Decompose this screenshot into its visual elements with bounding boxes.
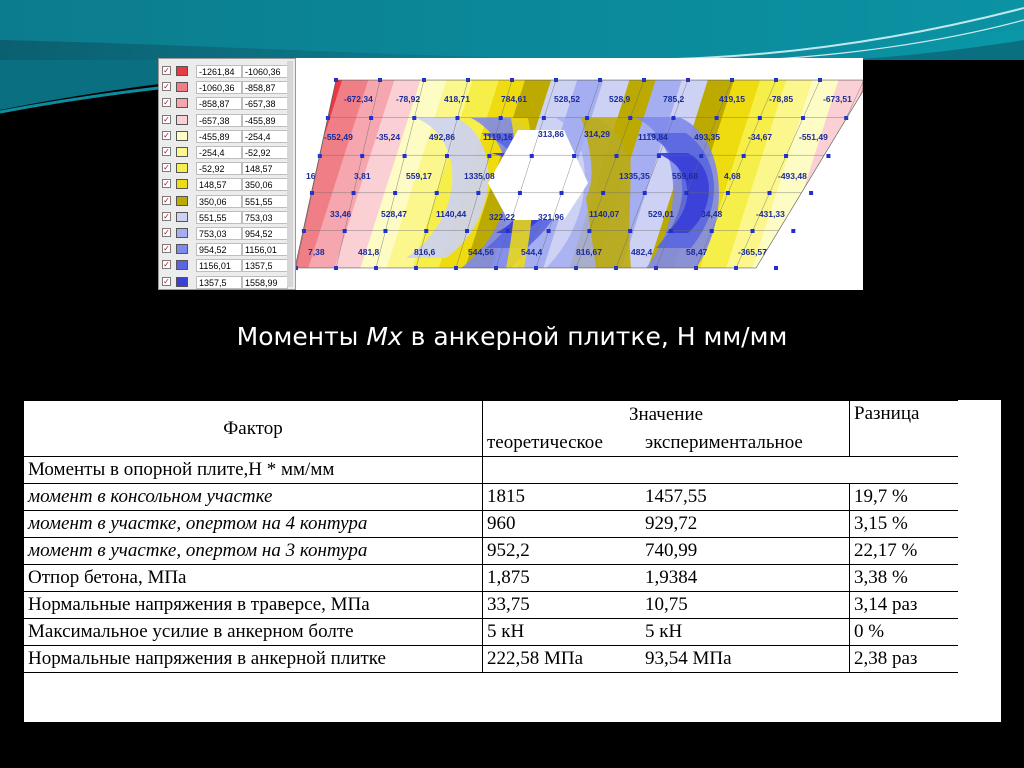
contour-value-label: -672,34 <box>344 94 373 104</box>
difference-cell: 22,17 % <box>850 538 959 565</box>
legend-checkbox[interactable]: ✓ <box>163 195 170 205</box>
legend-checkbox[interactable]: ✓ <box>163 163 170 173</box>
mesh-node <box>768 191 772 195</box>
theoretical-cell: 1815 <box>483 484 642 511</box>
legend-row <box>162 144 290 160</box>
contour-value-label: 785,2 <box>663 94 685 104</box>
factor-cell: момент в участке, опертом на 4 контура <box>24 511 483 538</box>
legend-color-swatch <box>176 66 188 76</box>
legend-color-swatch <box>176 163 188 173</box>
contour-value-label: -365,57 <box>738 247 767 257</box>
contour-value-label: -78,85 <box>769 94 794 104</box>
legend-range-from: 753,03 <box>196 227 242 240</box>
difference-cell: 19,7 % <box>850 484 959 511</box>
contour-value-label: 544,4 <box>521 247 543 257</box>
contour-value-label: 322,22 <box>489 212 515 222</box>
legend-range-to: -254,4 <box>242 130 288 143</box>
mesh-node <box>542 116 546 120</box>
legend-color-swatch <box>176 131 188 141</box>
legend-checkbox[interactable]: ✓ <box>163 114 170 124</box>
caption-variable: Mx <box>366 322 403 351</box>
legend-checkbox[interactable]: ✓ <box>163 66 170 75</box>
mesh-node <box>585 116 589 120</box>
legend-range-to: 753,03 <box>242 211 288 224</box>
table-row <box>24 538 958 565</box>
legend-range-to: 1558,99 <box>242 276 288 289</box>
contour-value-label: 481,8 <box>358 247 380 257</box>
mesh-node <box>669 229 673 233</box>
mesh-node <box>826 154 830 158</box>
difference-cell: 3,14 раз <box>850 592 959 619</box>
mesh-node <box>465 229 469 233</box>
legend-range-to: 954,52 <box>242 227 288 240</box>
legend-range-from: -52,92 <box>196 162 242 175</box>
mesh-node <box>751 229 755 233</box>
legend-checkbox[interactable]: ✓ <box>163 82 170 92</box>
difference-cell: 3,15 % <box>850 511 959 538</box>
mesh-node <box>628 229 632 233</box>
legend-checkbox[interactable]: ✓ <box>163 276 170 286</box>
contour-plot-graphic <box>296 58 863 290</box>
mesh-node <box>715 116 719 120</box>
factor-cell: момент в консольном участке <box>24 484 483 511</box>
legend-checkbox[interactable]: ✓ <box>163 179 170 189</box>
contour-value-label: 1119,84 <box>638 132 668 142</box>
mesh-node <box>560 191 564 195</box>
mesh-node <box>774 266 778 270</box>
mesh-node <box>424 229 428 233</box>
legend-color-swatch <box>176 196 188 206</box>
mesh-node <box>499 116 503 120</box>
contour-value-label: 313,86 <box>538 129 564 139</box>
legend-checkbox[interactable]: ✓ <box>163 244 170 254</box>
mesh-node <box>393 191 397 195</box>
contour-value-label: 816,6 <box>414 247 436 257</box>
legend-row <box>162 274 290 290</box>
theoretical-cell: 222,58 МПа <box>483 646 642 673</box>
difference-cell: 2,38 раз <box>850 646 959 673</box>
legend-checkbox[interactable]: ✓ <box>163 130 170 140</box>
mesh-node <box>412 116 416 120</box>
factor-cell: Нормальные напряжения в траверсе, МПа <box>24 592 483 619</box>
table-row <box>24 565 958 592</box>
mesh-node <box>445 154 449 158</box>
table-row <box>24 511 958 538</box>
contour-value-label: -431,33 <box>756 209 785 219</box>
contour-value-label: -493,48 <box>778 171 807 181</box>
contour-value-label: 559,68 <box>672 171 698 181</box>
contour-value-label: 816,67 <box>576 247 602 257</box>
contour-value-label: 529,01 <box>648 209 674 219</box>
experimental-cell: 5 кН <box>641 619 850 646</box>
legend-range-to: -1060,36 <box>242 65 288 78</box>
header-experimental: экспериментальное <box>641 429 850 457</box>
legend-color-swatch <box>176 277 188 287</box>
legend-range-from: 551,55 <box>196 211 242 224</box>
mesh-node <box>476 191 480 195</box>
legend-range-from: -1060,36 <box>196 81 242 94</box>
legend-color-swatch <box>176 228 188 238</box>
contour-value-label: 1140,44 <box>436 209 467 219</box>
mesh-node <box>710 229 714 233</box>
difference-cell: 3,38 % <box>850 565 959 592</box>
contour-value-label: 482,4 <box>631 247 653 257</box>
experimental-cell: 740,99 <box>641 538 850 565</box>
contour-value-label: 492,86 <box>429 132 455 142</box>
contour-value-label: 419,15 <box>719 94 745 104</box>
mesh-node <box>758 116 762 120</box>
legend-color-swatch <box>176 179 188 189</box>
theoretical-cell: 1,875 <box>483 565 642 592</box>
figure-caption <box>0 322 1024 351</box>
contour-value-label: 3,81 <box>354 171 371 181</box>
legend-range-to: 1156,01 <box>242 243 288 256</box>
contour-value-label: 16 <box>306 171 316 181</box>
legend-range-from: 148,57 <box>196 178 242 191</box>
mesh-node <box>657 154 661 158</box>
mesh-node <box>369 116 373 120</box>
legend-range-from: -254,4 <box>196 146 242 159</box>
caption-suffix: в анкерной плитке, Н мм/мм <box>402 322 788 351</box>
contour-value-label: 58,47 <box>686 247 708 257</box>
legend-color-swatch <box>176 244 188 254</box>
table-row <box>24 646 958 673</box>
legend-color-swatch <box>176 98 188 108</box>
contour-value-label: 528,9 <box>609 94 631 104</box>
mesh-node <box>643 191 647 195</box>
caption-prefix: Моменты <box>236 322 367 351</box>
header-factor: Фактор <box>24 401 483 457</box>
legend-checkbox[interactable]: ✓ <box>163 211 170 221</box>
legend-row <box>162 95 290 111</box>
mesh-node <box>699 154 703 158</box>
section-empty-diff <box>850 457 959 484</box>
contour-value-label: 314,29 <box>584 129 610 139</box>
mesh-node <box>506 229 510 233</box>
legend-range-to: 148,57 <box>242 162 288 175</box>
section-heading: Моменты в опорной плите,Н * мм/мм <box>24 457 483 484</box>
comparison-table-container <box>24 400 1001 722</box>
contour-value-label: 1335,08 <box>464 171 495 181</box>
mesh-node <box>726 191 730 195</box>
legend-range-from: 1156,01 <box>196 259 242 272</box>
contour-value-label: 1140,07 <box>589 209 620 219</box>
mesh-node <box>784 154 788 158</box>
header-value: Значение <box>483 401 850 430</box>
mesh-node <box>530 154 534 158</box>
table-row <box>24 592 958 619</box>
experimental-cell: 929,72 <box>641 511 850 538</box>
mesh-node <box>343 229 347 233</box>
theoretical-cell: 952,2 <box>483 538 642 565</box>
legend-row <box>162 176 290 192</box>
contour-value-label: 559,17 <box>406 171 432 181</box>
legend-row <box>162 209 290 225</box>
table-row <box>24 484 958 511</box>
experimental-cell: 1457,55 <box>641 484 850 511</box>
mesh-node <box>547 229 551 233</box>
header-diff: Разница <box>850 401 959 457</box>
contour-value-label: 493,35 <box>694 132 720 142</box>
contour-value-label: -552,49 <box>324 132 353 142</box>
legend-range-to: -858,87 <box>242 81 288 94</box>
contour-value-label: 1335,35 <box>619 171 650 181</box>
legend-checkbox[interactable]: ✓ <box>163 228 170 237</box>
legend-row <box>162 160 290 176</box>
contour-value-label: 33,46 <box>330 209 352 219</box>
mesh-node <box>601 191 605 195</box>
legend-range-from: 954,52 <box>196 243 242 256</box>
legend-range-from: 1357,5 <box>196 276 242 289</box>
mesh-node <box>352 191 356 195</box>
contour-value-label: 418,71 <box>444 94 470 104</box>
theoretical-cell: 960 <box>483 511 642 538</box>
legend-row <box>162 225 290 241</box>
contour-value-label: -551,49 <box>799 132 828 142</box>
contour-value-label: 4,68 <box>724 171 741 181</box>
legend-row <box>162 79 290 95</box>
table-row <box>24 619 958 646</box>
legend-range-to: 551,55 <box>242 195 288 208</box>
legend-color-swatch <box>176 82 188 92</box>
legend-row <box>162 128 290 144</box>
factor-cell: Отпор бетона, МПа <box>24 565 483 592</box>
factor-cell: Нормальные напряжения в анкерной плитке <box>24 646 483 673</box>
mesh-node <box>435 191 439 195</box>
contour-plot <box>296 58 863 290</box>
factor-cell: момент в участке, опертом на 3 контура <box>24 538 483 565</box>
mesh-node <box>742 154 746 158</box>
legend-color-swatch <box>176 212 188 222</box>
legend-range-from: -858,87 <box>196 97 242 110</box>
mesh-node <box>310 191 314 195</box>
contour-value-label: 321,96 <box>538 212 564 222</box>
legend-range-from: -455,89 <box>196 130 242 143</box>
experimental-cell: 10,75 <box>641 592 850 619</box>
mesh-node <box>383 229 387 233</box>
legend-color-swatch <box>176 147 188 157</box>
mesh-node <box>403 154 407 158</box>
legend-checkbox[interactable]: ✓ <box>163 260 170 270</box>
mesh-node <box>455 116 459 120</box>
legend-range-to: -455,89 <box>242 114 288 127</box>
contour-value-label: 544,56 <box>468 247 494 257</box>
legend-range-from: -1261,84 <box>196 65 242 78</box>
mesh-node <box>615 154 619 158</box>
contour-value-label: -673,51 <box>823 94 852 104</box>
legend-checkbox[interactable]: ✓ <box>163 147 170 156</box>
mesh-node <box>809 191 813 195</box>
legend-range-from: -657,38 <box>196 114 242 127</box>
mesh-node <box>518 191 522 195</box>
legend-row <box>162 193 290 209</box>
mesh-node <box>587 229 591 233</box>
legend-row <box>162 112 290 128</box>
difference-cell: 0 % <box>850 619 959 646</box>
legend-range-to: -657,38 <box>242 97 288 110</box>
contour-band <box>857 80 863 268</box>
factor-cell: Максимальное усилие в анкерном болте <box>24 619 483 646</box>
legend-scrollbar[interactable] <box>287 61 293 287</box>
legend-row <box>162 63 290 79</box>
theoretical-cell: 33,75 <box>483 592 642 619</box>
mesh-node <box>628 116 632 120</box>
contour-value-label: 1119,16 <box>483 132 513 142</box>
header-theoretical: теоретическое <box>483 429 642 457</box>
mesh-node <box>671 116 675 120</box>
contour-value-label: 528,52 <box>554 94 580 104</box>
contour-value-label: -34,67 <box>748 132 773 142</box>
legend-range-to: -52,92 <box>242 146 288 159</box>
legend-range-from: 350,06 <box>196 195 242 208</box>
mesh-node <box>360 154 364 158</box>
legend-row <box>162 241 290 257</box>
section-empty <box>483 457 850 484</box>
legend-range-to: 1357,5 <box>242 259 288 272</box>
contour-value-label: 34,48 <box>701 209 723 219</box>
contour-value-label: 784,61 <box>501 94 527 104</box>
experimental-cell: 1,9384 <box>641 565 850 592</box>
comparison-table <box>24 400 958 673</box>
contour-legend <box>158 58 296 290</box>
legend-range-to: 350,06 <box>242 178 288 191</box>
contour-value-label: 7,38 <box>308 247 325 257</box>
mesh-node <box>572 154 576 158</box>
mesh-node <box>801 116 805 120</box>
contour-value-label: -78,92 <box>396 94 421 104</box>
experimental-cell: 93,54 МПа <box>641 646 850 673</box>
contour-value-label: 528,47 <box>381 209 407 219</box>
theoretical-cell: 5 кН <box>483 619 642 646</box>
mesh-node <box>684 191 688 195</box>
mesh-node <box>487 154 491 158</box>
legend-checkbox[interactable]: ✓ <box>163 98 170 108</box>
legend-row <box>162 257 290 273</box>
legend-color-swatch <box>176 260 188 270</box>
mesh-node <box>791 229 795 233</box>
legend-color-swatch <box>176 115 188 125</box>
contour-value-label: -35,24 <box>376 132 401 142</box>
